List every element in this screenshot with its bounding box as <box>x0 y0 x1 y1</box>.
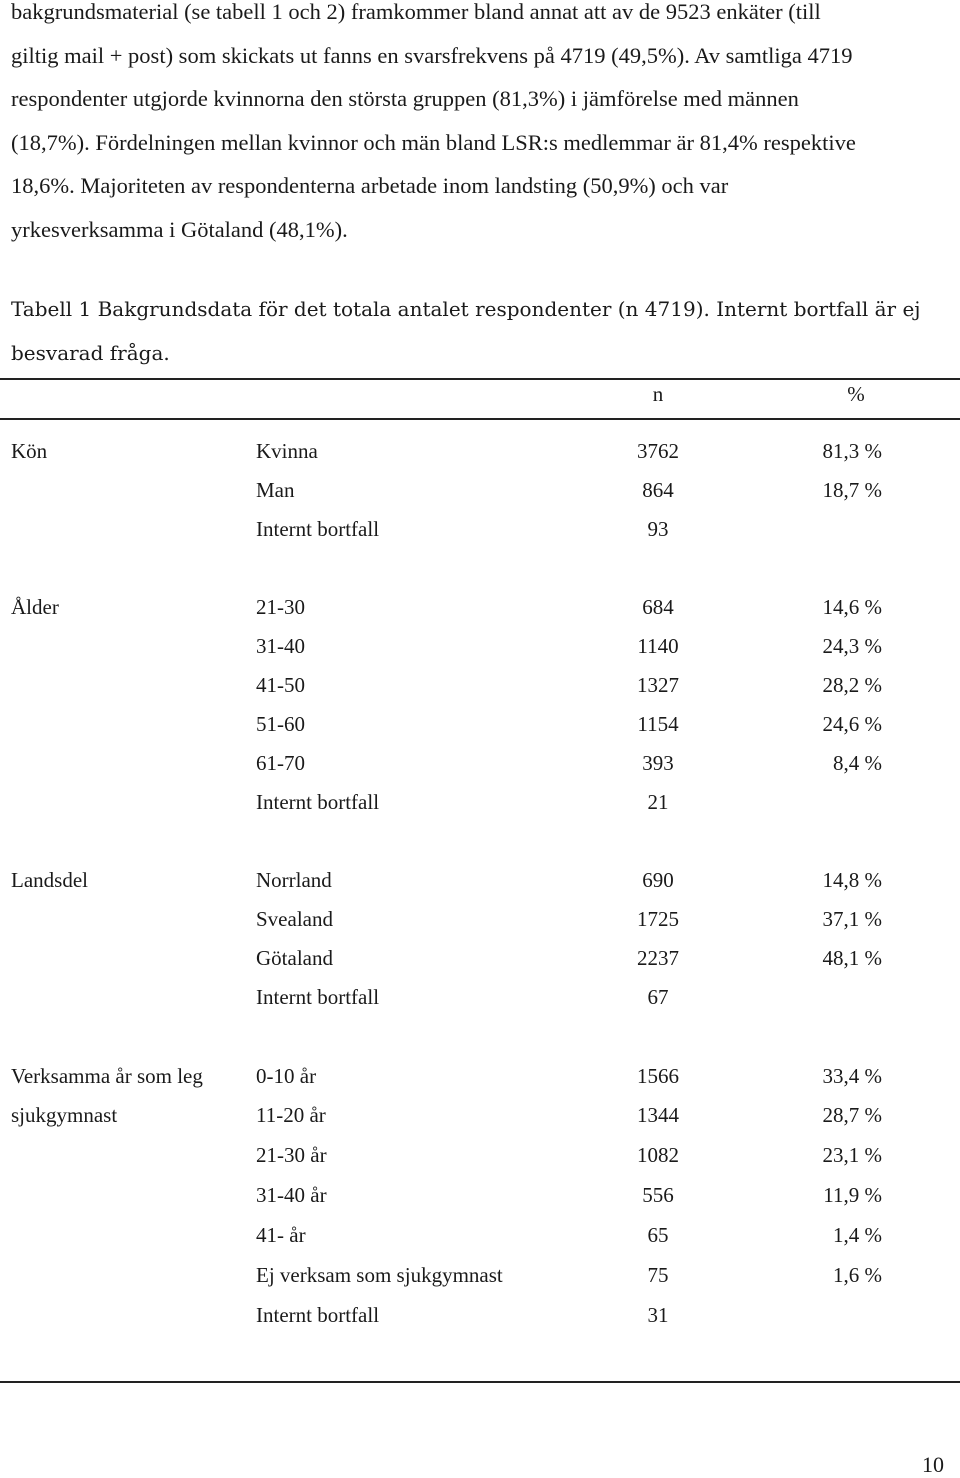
row-category: Norrland <box>256 868 332 892</box>
caption-line: Tabell 1 Bakgrundsdata för det totala antalet respondenter (n 4719). Internt bortfall är ej <box>11 297 921 321</box>
row-category: Internt bortfall <box>256 517 380 541</box>
row-category: Ej verksam som sjukgymnast <box>256 1263 503 1287</box>
paragraph-line: 18,6%. Majoriteten av respondenterna arbetade inom landsting (50,9%) och var <box>11 173 729 198</box>
caption-line: besvarad fråga. <box>11 341 170 365</box>
row-count: 690 <box>642 868 674 892</box>
paragraph-line: yrkesverksamma i Götaland (48,1%). <box>11 216 348 242</box>
row-percent: 14,8 % <box>822 868 882 892</box>
row-percent: 1,6 % <box>833 1263 882 1287</box>
group-label: Kön <box>11 439 48 463</box>
group-label: Landsdel <box>11 868 88 892</box>
row-percent: 11,9 % <box>823 1183 882 1207</box>
row-category: 41- år <box>256 1223 306 1247</box>
row-count: 3762 <box>637 439 679 463</box>
row-percent: 33,4 % <box>822 1064 882 1088</box>
row-percent: 48,1 % <box>822 946 882 970</box>
row-percent: 28,2 % <box>822 673 882 697</box>
group-label: Verksamma år som leg <box>11 1064 203 1088</box>
row-category: 21-30 år <box>256 1143 327 1167</box>
table-header-rule <box>0 418 960 420</box>
row-category: Internt bortfall <box>256 790 380 814</box>
table-caption <box>11 287 956 375</box>
row-count: 75 <box>647 1263 669 1287</box>
row-category: Man <box>256 478 295 502</box>
row-category: 21-30 <box>256 595 305 619</box>
row-count: 1327 <box>637 673 679 697</box>
row-percent: 28,7 % <box>822 1103 882 1127</box>
row-percent: 81,3 % <box>822 439 882 463</box>
group-label: Ålder <box>11 595 59 619</box>
row-category: Svealand <box>256 907 333 931</box>
row-count: 21 <box>647 790 669 814</box>
row-count: 67 <box>647 985 669 1009</box>
row-category: 31-40 <box>256 634 305 658</box>
body-paragraph <box>11 0 956 251</box>
row-category: 61-70 <box>256 751 305 775</box>
row-category: 41-50 <box>256 673 305 697</box>
row-percent: 37,1 % <box>822 907 882 931</box>
row-count: 1344 <box>637 1103 679 1127</box>
row-count: 1725 <box>637 907 679 931</box>
row-count: 65 <box>647 1223 669 1247</box>
paragraph-line: bakgrundsmaterial (se tabell 1 och 2) framkommer bland annat att av de 9523 enkäter (till <box>11 0 821 24</box>
row-percent: 1,4 % <box>833 1223 882 1247</box>
row-percent: 23,1 % <box>822 1143 882 1167</box>
row-percent: 18,7 % <box>822 478 882 502</box>
row-count: 2237 <box>637 946 679 970</box>
row-category: Internt bortfall <box>256 985 380 1009</box>
row-percent: 24,3 % <box>822 634 882 658</box>
row-category: 11-20 år <box>256 1103 326 1127</box>
row-count: 31 <box>647 1303 669 1327</box>
paragraph-line: (18,7%). Fördelningen mellan kvinnor och män bland LSR:s medlemmar är 81,4% respektive <box>11 129 856 155</box>
row-percent: 14,6 % <box>822 595 882 619</box>
paragraph-line: respondenter utgjorde kvinnorna den största gruppen (81,3%) i jämförelse med männen <box>11 86 799 111</box>
table-top-rule <box>0 378 960 380</box>
row-count: 1140 <box>637 634 679 658</box>
row-count: 864 <box>642 478 674 502</box>
paragraph-line: giltig mail + post) som skickats ut fanns en svarsfrekvens på 4719 (49,5%). Av samtliga 4719 <box>11 42 853 68</box>
row-count: 393 <box>642 751 674 775</box>
row-count: 93 <box>647 517 669 541</box>
page-number: 10 <box>922 1452 944 1477</box>
row-count: 684 <box>642 595 674 619</box>
row-category: Kvinna <box>256 439 318 463</box>
row-count: 556 <box>642 1183 674 1207</box>
row-count: 1154 <box>637 712 679 736</box>
row-category: 0-10 år <box>256 1064 317 1088</box>
row-category: 51-60 <box>256 712 305 736</box>
group-label-continued: sjukgymnast <box>11 1103 118 1127</box>
row-category: 31-40 år <box>256 1183 327 1207</box>
row-category: Internt bortfall <box>256 1303 380 1327</box>
row-percent: 24,6 % <box>822 712 882 736</box>
table-bottom-rule <box>0 1381 960 1383</box>
column-header-n: n <box>652 382 664 406</box>
row-percent: 8,4 % <box>833 751 882 775</box>
row-count: 1082 <box>637 1143 679 1167</box>
row-count: 1566 <box>637 1064 679 1088</box>
row-category: Götaland <box>256 946 333 970</box>
column-header-percent: % <box>847 382 865 406</box>
